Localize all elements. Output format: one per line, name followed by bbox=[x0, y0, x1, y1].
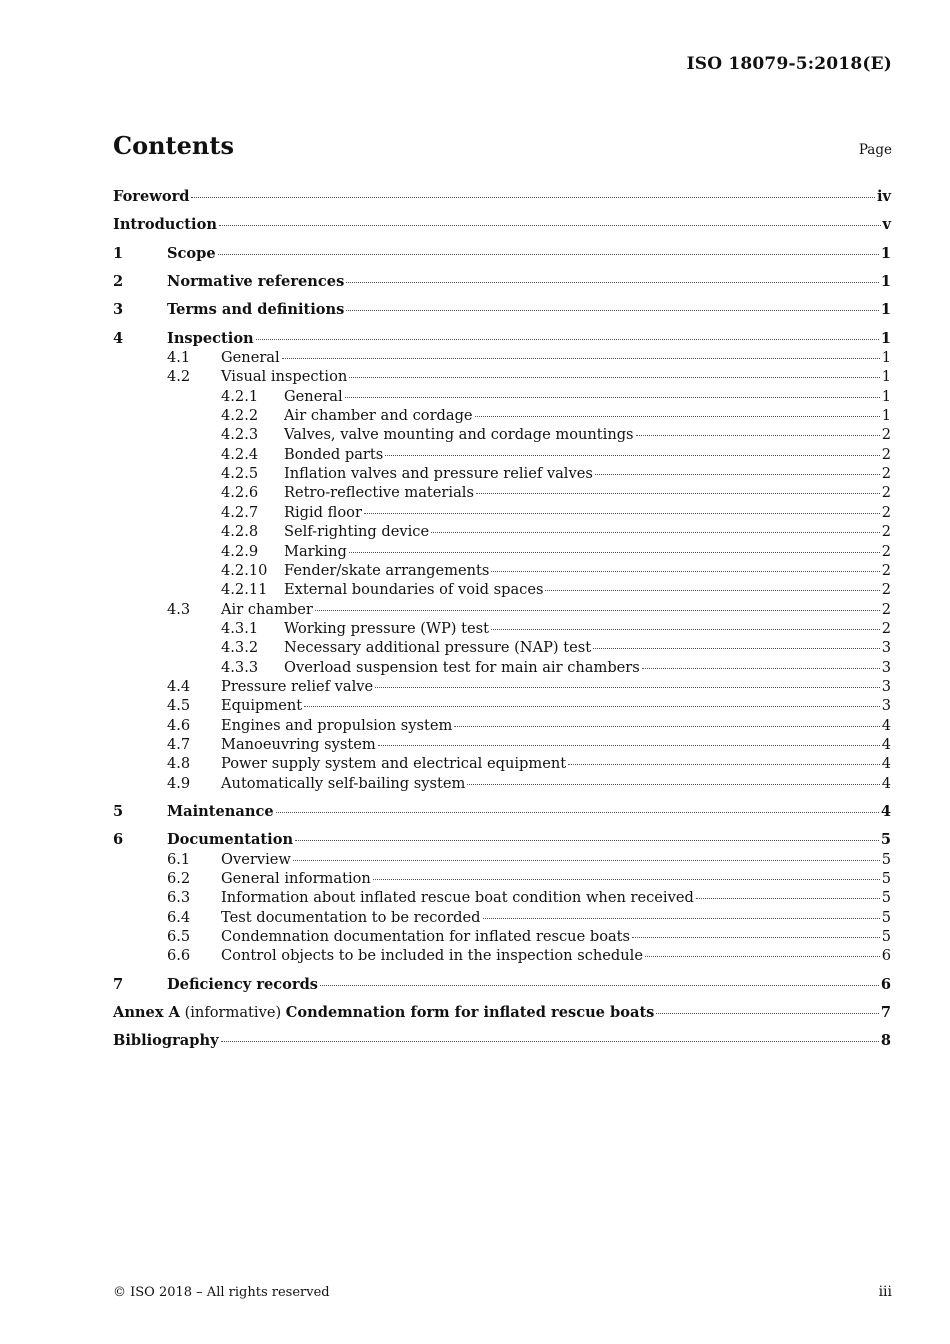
toc-entry-page: 1 bbox=[880, 244, 891, 262]
toc-entry-page: 1 bbox=[881, 387, 891, 405]
toc-entry-page: 2 bbox=[881, 484, 891, 502]
toc-entry-title: General information bbox=[221, 870, 371, 887]
toc-entry-page: 4 bbox=[881, 755, 891, 773]
toc-entry[interactable] bbox=[113, 464, 891, 483]
toc-entry[interactable] bbox=[113, 272, 891, 291]
toc-entry-title: Inflation valves and pressure relief valves bbox=[284, 465, 593, 483]
toc-entry-page: 7 bbox=[880, 1004, 891, 1022]
toc-entry-page: 3 bbox=[881, 677, 891, 695]
toc-entry-number: 6.4 bbox=[167, 908, 191, 926]
toc-entry-number: 1 bbox=[113, 244, 124, 262]
toc-entry-page: v bbox=[882, 216, 891, 234]
toc-entry-title: Fender/skate arrangements bbox=[284, 561, 490, 579]
dot-leader bbox=[454, 726, 879, 727]
toc-entry[interactable] bbox=[113, 638, 891, 657]
toc-entry[interactable] bbox=[113, 696, 891, 715]
toc-entry-page: 5 bbox=[881, 870, 891, 887]
dot-leader bbox=[632, 937, 880, 938]
toc-entry-page: 6 bbox=[881, 947, 891, 965]
toc-entry[interactable] bbox=[113, 187, 891, 206]
dot-leader bbox=[315, 610, 880, 611]
toc-entry[interactable] bbox=[113, 908, 891, 927]
dot-leader bbox=[221, 1041, 879, 1042]
toc-entry-number: 4.2.10 bbox=[221, 561, 268, 579]
toc-entry-page: 6 bbox=[880, 975, 891, 993]
toc-entry-number: 5 bbox=[113, 802, 124, 820]
toc-entry-page: 1 bbox=[880, 329, 891, 347]
dot-leader bbox=[349, 552, 880, 553]
toc-entry-page: 1 bbox=[880, 301, 891, 319]
toc-entry[interactable] bbox=[113, 850, 891, 869]
toc-entry-page: 3 bbox=[881, 697, 891, 715]
toc-entry-number: 4.2.2 bbox=[221, 407, 259, 425]
toc-entry-number: 4.3 bbox=[167, 600, 191, 618]
toc-entry[interactable] bbox=[113, 483, 891, 502]
toc-entry-title: Maintenance bbox=[167, 802, 274, 820]
dot-leader bbox=[595, 474, 880, 475]
toc-entry-page: 5 bbox=[881, 850, 891, 868]
toc-entry-number: 6.3 bbox=[167, 889, 191, 907]
toc-entry-page: 5 bbox=[881, 928, 891, 946]
toc-entry-page: 3 bbox=[881, 658, 891, 676]
footer-page-number: iii bbox=[878, 1284, 892, 1300]
toc-entry-page: 4 bbox=[881, 716, 891, 734]
toc-entry-title: Test documentation to be recorded bbox=[221, 908, 481, 926]
toc-entry-title: Automatically self-bailing system bbox=[221, 774, 466, 792]
dot-leader bbox=[467, 784, 879, 785]
dot-leader bbox=[191, 197, 875, 198]
toc-entry[interactable] bbox=[113, 522, 891, 541]
toc-entry-title: External boundaries of void spaces bbox=[284, 581, 544, 599]
toc-entry-title: Visual inspection bbox=[221, 368, 348, 386]
document-code: ISO 18079-5:2018(E) bbox=[686, 54, 892, 74]
toc-entry[interactable] bbox=[113, 348, 891, 367]
toc-entry[interactable] bbox=[113, 387, 891, 406]
toc-entry[interactable] bbox=[113, 927, 891, 946]
dot-leader bbox=[218, 254, 879, 255]
toc-entry-page: 1 bbox=[881, 407, 891, 425]
toc-entry-page: 5 bbox=[881, 889, 891, 907]
dot-leader bbox=[636, 435, 880, 436]
dot-leader bbox=[476, 493, 880, 494]
dot-leader bbox=[373, 879, 880, 880]
toc-entry-title: Information about inflated rescue boat condition when received bbox=[221, 889, 694, 907]
toc-entry-title: Overload suspension test for main air chambers bbox=[284, 658, 640, 676]
toc-entry-number: 4.3.3 bbox=[221, 658, 259, 676]
dot-leader bbox=[256, 339, 879, 340]
toc-entry-number: 7 bbox=[113, 975, 124, 993]
toc-entry-title: Manoeuvring system bbox=[221, 735, 376, 753]
toc-entry[interactable] bbox=[113, 802, 891, 821]
toc-entry-title: General bbox=[284, 387, 343, 405]
toc-entry-page: 1 bbox=[881, 368, 891, 386]
toc-entry[interactable] bbox=[113, 619, 891, 638]
toc-entry-title: Terms and definitions bbox=[167, 301, 345, 319]
toc-entry[interactable] bbox=[113, 830, 891, 849]
toc-entry-page: 2 bbox=[881, 426, 891, 444]
toc-entry-number: 4.6 bbox=[167, 716, 191, 734]
toc-entry-number: 4.2.11 bbox=[221, 581, 268, 599]
toc-entry[interactable] bbox=[113, 600, 891, 619]
dot-leader bbox=[593, 648, 880, 649]
toc-entry-number: 4.5 bbox=[167, 697, 191, 715]
toc-entry-number: 6.5 bbox=[167, 928, 191, 946]
toc-entry-title: Inspection bbox=[167, 329, 254, 347]
toc-entry[interactable] bbox=[113, 367, 891, 386]
toc-entry-page: 3 bbox=[881, 639, 891, 657]
dot-leader bbox=[475, 416, 880, 417]
toc-entry-title: Documentation bbox=[167, 831, 294, 849]
contents-title: Contents bbox=[113, 131, 234, 160]
toc-entry[interactable] bbox=[113, 754, 891, 773]
toc-entry-title: Bibliography bbox=[113, 1032, 219, 1050]
toc-entry-page: 2 bbox=[881, 561, 891, 579]
toc-entry[interactable] bbox=[113, 215, 891, 234]
annex-type: (informative) bbox=[179, 1004, 286, 1022]
dot-leader bbox=[696, 898, 880, 899]
dot-leader bbox=[656, 1013, 878, 1014]
dot-leader bbox=[378, 745, 880, 746]
toc-entry-page: 5 bbox=[880, 831, 891, 849]
toc-entry-title: Equipment bbox=[221, 697, 303, 715]
toc-entry-number: 6 bbox=[113, 831, 124, 849]
toc-entry-page: iv bbox=[876, 188, 891, 205]
toc-entry-page: 4 bbox=[880, 802, 891, 820]
toc-entry-title: Introduction bbox=[113, 216, 217, 234]
toc-entry-title: Foreword bbox=[113, 188, 190, 205]
toc-entry[interactable] bbox=[113, 503, 891, 522]
toc-entry[interactable] bbox=[113, 869, 891, 888]
toc-entry-page: 2 bbox=[881, 619, 891, 637]
toc-entry-number: 4.3.2 bbox=[221, 639, 259, 657]
dot-leader bbox=[364, 513, 880, 514]
dot-leader bbox=[375, 687, 880, 688]
toc-entry-title: Retro-reflective materials bbox=[284, 484, 474, 502]
dot-leader bbox=[304, 706, 880, 707]
toc-entry[interactable] bbox=[113, 244, 891, 263]
toc-entry-number: 4.7 bbox=[167, 735, 191, 753]
toc-entry-number: 4.3.1 bbox=[221, 619, 259, 637]
dot-leader bbox=[276, 812, 879, 813]
toc-entry-number: 4.2.7 bbox=[221, 503, 259, 521]
table-of-contents bbox=[113, 183, 891, 1051]
toc-entry-title: Rigid floor bbox=[284, 503, 362, 521]
toc-entry-page: 2 bbox=[881, 542, 891, 560]
toc-entry-page: 1 bbox=[880, 273, 891, 291]
toc-entry-number: 4.2.1 bbox=[221, 387, 259, 405]
toc-entry[interactable] bbox=[113, 329, 891, 348]
toc-entry[interactable] bbox=[113, 445, 891, 464]
toc-entry-title: Overview bbox=[221, 850, 291, 868]
toc-entry-page: 2 bbox=[881, 581, 891, 599]
toc-entry-title: Marking bbox=[284, 542, 347, 560]
toc-entry[interactable] bbox=[113, 406, 891, 425]
annex-label: Annex A bbox=[113, 1004, 180, 1022]
toc-entry-title: Bonded parts bbox=[284, 445, 384, 463]
toc-entry-title: Engines and propulsion system bbox=[221, 716, 453, 734]
dot-leader bbox=[385, 455, 879, 456]
dot-leader bbox=[219, 225, 881, 226]
toc-entry-title: Air chamber and cordage bbox=[284, 407, 473, 425]
dot-leader bbox=[349, 377, 879, 378]
toc-entry[interactable] bbox=[113, 1003, 891, 1022]
toc-entry-title: General bbox=[221, 349, 280, 367]
toc-entry-title: Self-righting device bbox=[284, 523, 430, 541]
toc-entry-page: 2 bbox=[881, 465, 891, 483]
toc-entry[interactable] bbox=[113, 888, 891, 907]
dot-leader bbox=[642, 668, 880, 669]
toc-entry-number: 3 bbox=[113, 301, 124, 319]
toc-entry-page: 2 bbox=[881, 600, 891, 618]
dot-leader bbox=[346, 310, 878, 311]
toc-entry-number: 4.2.9 bbox=[221, 542, 259, 560]
toc-entry-number: 4.8 bbox=[167, 755, 191, 773]
dot-leader bbox=[491, 629, 880, 630]
toc-entry[interactable] bbox=[113, 561, 891, 580]
toc-entry[interactable] bbox=[113, 735, 891, 754]
toc-entry-number: 6.6 bbox=[167, 947, 191, 965]
toc-entry[interactable] bbox=[113, 542, 891, 561]
toc-entry-title: Condemnation documentation for inflated rescue boats bbox=[221, 928, 631, 946]
toc-entry-number: 4.2 bbox=[167, 368, 191, 386]
toc-entry-title: Pressure relief valve bbox=[221, 677, 374, 695]
toc-entry[interactable] bbox=[113, 1031, 891, 1050]
toc-entry-title: Valves, valve mounting and cordage mountings bbox=[284, 426, 634, 444]
toc-entry-page: 2 bbox=[881, 523, 891, 541]
toc-entry[interactable] bbox=[113, 975, 891, 994]
toc-entry-title: Necessary additional pressure (NAP) test bbox=[284, 639, 592, 657]
page-column-label: Page bbox=[858, 142, 892, 158]
toc-entry-title: Normative references bbox=[167, 273, 345, 291]
toc-entry-number: 6.1 bbox=[167, 850, 191, 868]
toc-entry-title: Power supply system and electrical equipment bbox=[221, 755, 567, 773]
toc-entry-page: 8 bbox=[880, 1032, 891, 1050]
toc-entry[interactable] bbox=[113, 774, 891, 793]
toc-entry-title bbox=[113, 1003, 654, 1022]
toc-entry-number: 4.2.6 bbox=[221, 484, 259, 502]
toc-entry[interactable] bbox=[113, 300, 891, 319]
toc-entry-number: 4.2.5 bbox=[221, 465, 259, 483]
dot-leader bbox=[346, 282, 879, 283]
toc-entry-number: 4.2.8 bbox=[221, 523, 259, 541]
dot-leader bbox=[282, 358, 880, 359]
toc-entry-number: 4.9 bbox=[167, 774, 191, 792]
dot-leader bbox=[293, 860, 880, 861]
annex-title: Condemnation form for inflated rescue boats bbox=[285, 1004, 655, 1022]
toc-entry-number: 4.1 bbox=[167, 349, 191, 367]
toc-entry[interactable] bbox=[113, 425, 891, 444]
dot-leader bbox=[320, 985, 879, 986]
toc-entry-page: 5 bbox=[881, 908, 891, 926]
toc-entry-page: 4 bbox=[881, 774, 891, 792]
toc-entry-page: 2 bbox=[881, 503, 891, 521]
toc-entry-page: 2 bbox=[881, 445, 891, 463]
toc-entry-title: Air chamber bbox=[221, 600, 313, 618]
toc-entry-number: 4.2.3 bbox=[221, 426, 259, 444]
toc-entry-number: 4.2.4 bbox=[221, 445, 259, 463]
toc-entry[interactable] bbox=[113, 658, 891, 677]
dot-leader bbox=[345, 397, 880, 398]
dot-leader bbox=[483, 918, 880, 919]
dot-leader bbox=[645, 956, 880, 957]
toc-entry-number: 4.4 bbox=[167, 677, 191, 695]
toc-entry-number: 4 bbox=[113, 329, 124, 347]
dot-leader bbox=[568, 764, 880, 765]
toc-entry-page: 4 bbox=[881, 735, 891, 753]
toc-entry-title: Working pressure (WP) test bbox=[284, 619, 489, 637]
toc-entry-page: 1 bbox=[881, 349, 891, 367]
toc-entry-number: 2 bbox=[113, 273, 124, 291]
toc-entry[interactable] bbox=[113, 580, 891, 599]
toc-entry-title: Deficiency records bbox=[167, 975, 319, 993]
toc-entry-number: 6.2 bbox=[167, 870, 191, 887]
dot-leader bbox=[491, 571, 879, 572]
dot-leader bbox=[431, 532, 880, 533]
dot-leader bbox=[545, 590, 879, 591]
toc-entry[interactable] bbox=[113, 946, 891, 965]
dot-leader bbox=[295, 840, 879, 841]
toc-entry-title: Scope bbox=[167, 244, 216, 262]
toc-entry[interactable] bbox=[113, 716, 891, 735]
toc-entry-title: Control objects to be included in the inspection schedule bbox=[221, 947, 643, 965]
footer-copyright: © ISO 2018 – All rights reserved bbox=[113, 1285, 330, 1300]
toc-entry[interactable] bbox=[113, 677, 891, 696]
